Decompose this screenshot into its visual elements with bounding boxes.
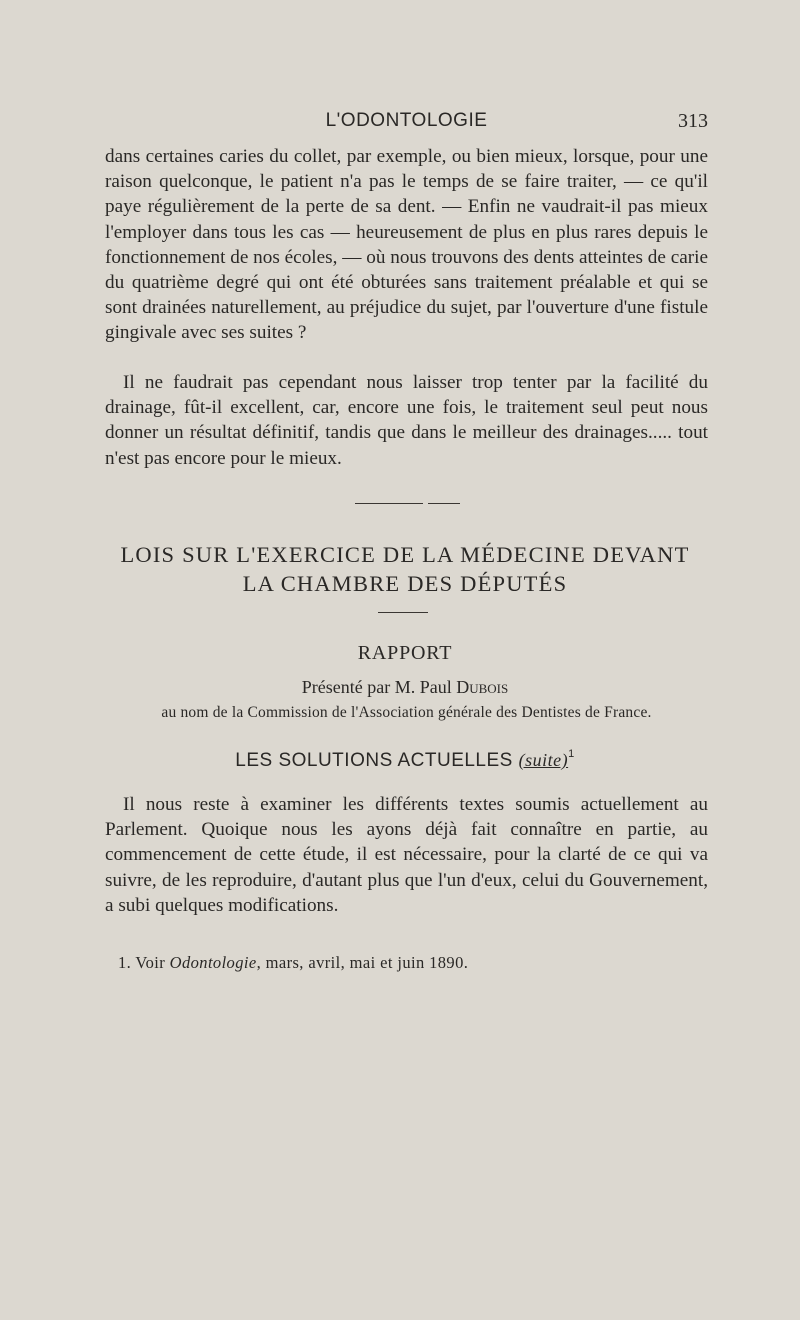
paragraph-drainage — [105, 370, 708, 471]
footnote-ref[interactable]: 1 — [568, 748, 575, 760]
commission-line: au nom de la Commission de l'Association générale des Dentistes de France. — [161, 704, 652, 721]
title-rule — [378, 612, 428, 613]
subsection-title: LES SOLUTIONS ACTUELLES — [235, 750, 519, 771]
paragraph-continued — [105, 144, 708, 346]
footnote-number: 1. — [118, 953, 132, 972]
paragraph-texts — [105, 792, 708, 918]
page-number: 313 — [678, 110, 708, 132]
report-title: RAPPORT — [357, 642, 453, 664]
section-divider — [355, 503, 423, 504]
chapter-title-line: LOIS SUR L'EXERCICE DE LA MÉDECINE DEVANT — [120, 542, 690, 567]
report-author-line — [0, 677, 800, 698]
presented-by: Présenté par M. Paul — [301, 677, 457, 697]
footnote-dates: , mars, avril, mai et juin 1890. — [256, 953, 469, 972]
chapter-title — [95, 540, 715, 598]
section-divider — [428, 503, 460, 504]
footnote-journal: Odontologie — [169, 953, 257, 972]
paragraph-text: Il nous reste à examiner les différents textes soumis actuellement au Parlement. Quoique nous les ayons déjà fait connaître en partie, au commencement de cette étude, il est nécessaire, pour la clarté de ce qui va suivre, de les reproduire, d'autant plus que l'un d'eux, celui du Gouvernement, a subi quelques modifications. — [105, 794, 708, 916]
subsection-suite: (suite) — [518, 750, 569, 770]
author-name: Dubois — [456, 677, 509, 697]
running-head — [105, 110, 708, 134]
footnote — [118, 953, 468, 973]
subsection-heading — [0, 750, 800, 772]
paragraph-text: Il ne faudrait pas cependant nous laisser trop tenter par la facilité du drainage, fût-il excellent, car, encore une fois, le traitement seul peut nous donner un résultat définitif, tandis que dans le meilleur des drainages..... tout n'est pas encore pour le mieux. — [105, 372, 708, 469]
chapter-title-line: LA CHAMBRE DES DÉPUTÉS — [242, 571, 568, 596]
footnote-prefix: Voir — [135, 953, 170, 972]
running-title: L'ODONTOLOGIE — [325, 110, 488, 131]
paragraph-text: dans certaines caries du collet, par exemple, ou bien mieux, lorsque, pour une raison quelconque, le patient n'a pas le temps de se faire traiter, — ce qu'il paye régulièrement de la perte de sa dent. — Enfin ne vaudrait-il pas mieux l'employer dans tous les cas — heureusement de plus en plus rares depuis le fonctionnement de nos écoles, — où nous trouvons des dents atteintes de carie du quatrième degré qui ont été obturées sans traitement préalable et qui se sont drainées naturellement, au préjudice du sujet, par l'ouverture d'une fistule gingivale avec ses suites ? — [105, 146, 708, 344]
